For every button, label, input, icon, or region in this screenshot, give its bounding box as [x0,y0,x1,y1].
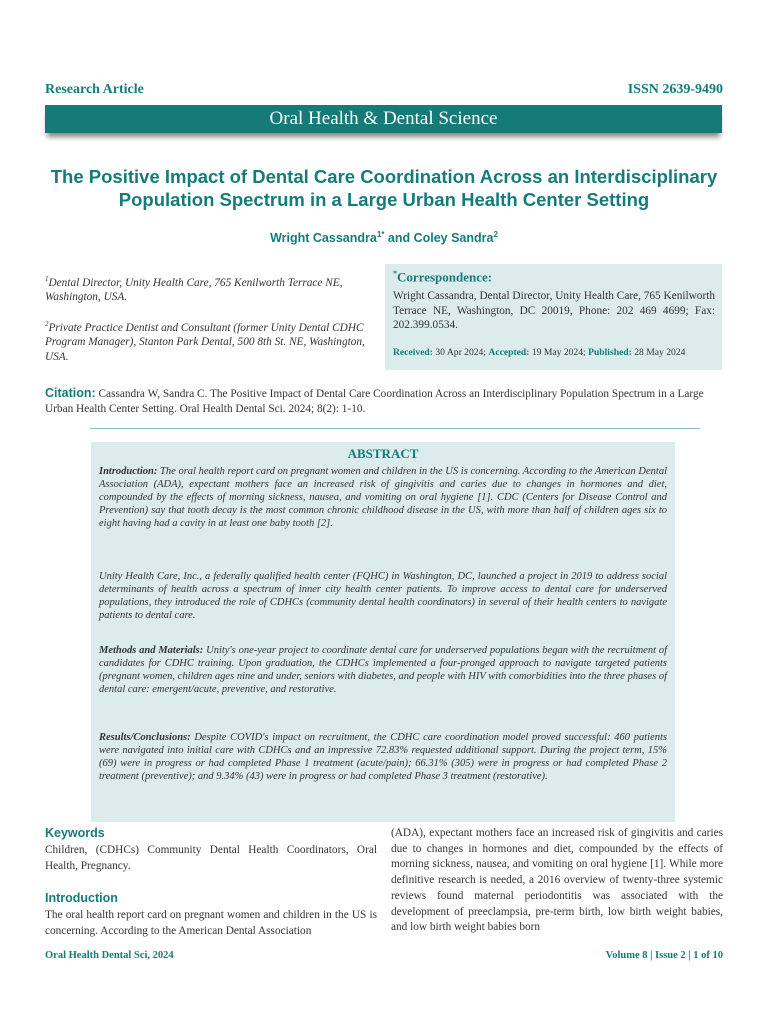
abstract-introduction: Introduction: The oral health report card on pregnant women and children in the US is concerning. According to the American Dental Association (ADA), expectant mothers face an increased risk of gingivitis and caries due to changes in hormones and diet, compounded by the effects of morning sickness, nausea, and vomiting on oral hygiene [1]. CDC (Centers for Disease Control and Prevention) say that tooth decay is the most common chronic childhood disease in the US, with more than half of children ages six to eight having had a cavity in at least one baby tooth [2]. [99,466,667,530]
author-1: Wright Cassandra [270,231,377,246]
citation-label: Citation: [45,386,96,400]
keywords-text: Children, (CDHCs) Community Dental Health Coordinators, Oral Health, Pregnancy. [45,844,377,872]
authors-and: and [384,231,414,246]
article-type: Research Article [45,82,144,97]
article-title: The Positive Impact of Dental Care Coordination Across an Interdisciplinary Population Spectrum in a Large Urban Health Center Setting [50,166,718,210]
issn: ISSN 2639-9490 [627,82,723,97]
publication-dates: Received: 30 Apr 2024; Accepted: 19 May 2024; Published: 28 May 2024 [393,347,686,358]
correspondence-text: Wright Cassandra, Dental Director, Unity Health Care, 765 Kenilworth Terrace NE, Washington, DC 20019, Phone: 202 469 4699; Fax: 202.399.0534. [393,290,715,331]
author-1-sup: 1* [376,230,385,239]
abstract-title: ABSTRACT [347,446,419,461]
abstract-box [91,442,675,822]
abstract-methods: Methods and Materials: Unity's one-year project to coordinate dental care for underserved populations began with the recruitment of candidates for CDHC training. Upon graduation, the CDHCs implemented a four-pronged approach to navigate targeted patients (pregnant women, children ages nine and under, seniors with diabetes, and people with HIV with comorbidities into the three phases of dental care: emergent/acute, preventive, and restorative. [99,645,667,696]
abstract-paragraph-2: Unity Health Care, Inc., a federally qualified health center (FQHC) in Washington, DC, launched a project in 2019 to address social determinants of health across a spectrum of inner city health center patients. To improve access to dental care for underserved populations, they introduced the role of CDHCs (community dental health coordinators) in several of their health centers to navigate patients to dental care. [99,571,667,622]
authors [0,230,768,245]
affiliation-2: $^2$Private Practice Dentist and Consultant (former Unity Dental CDHC Program Manager), Stanton Park Dental, 500 8th St. NE, Washington, USA. [45,320,365,363]
introduction-heading: Introduction [45,891,118,905]
author-2: Coley Sandra [413,231,494,246]
footer-journal: Oral Health Dental Sci, 2024 [45,950,174,961]
abstract-results: Results/Conclusions: Despite COVID's impact on recruitment, the CDHC care coordination model proved successful: 460 patients were navigated into initial care with CDHCs and an impressive 72.83% requested additional support. During the project term, 15% (69) were in progress or had completed Phase 1 treatment (acute/pain); 66.31% (305) were in progress or had completed Phase 2 treatment (preventive); and 9.34% (43) were in progress or had completed Phase 3 treatment (restorative). [99,732,667,783]
page-footer [45,950,723,961]
divider [90,428,700,429]
affiliation-1: $^1$Dental Director, Unity Health Care, 765 Kenilworth Terrace NE, Washington, USA. [45,275,343,304]
introduction-left-column: The oral health report card on pregnant women and children in the US is concerning. According to the American Dental Association [45,909,377,937]
footer-volume: Volume 8 | Issue 2 | 1 of 10 [605,950,723,961]
correspondence-box [385,264,722,370]
citation [45,386,725,417]
correspondence-label: *Correspondence: [393,269,493,285]
introduction-right-column: (ADA), expectant mothers face an increased risk of gingivitis and caries due to changes in hormones and diet, compounded by the effects of morning sickness, nausea, and vomiting on oral hygiene [1]. While more definitive research is needed, a 2016 overview of twenty-three systemic reviews found maternal periodontitis was associated with the development of preeclampsia, pre-term birth, low birth weight babies, and low birth weight babies born [391,827,723,934]
author-2-sup: 2 [493,230,498,239]
journal-banner [45,105,722,133]
top-header-row [45,82,723,98]
keywords-heading: Keywords [45,826,105,840]
journal-name: Oral Health & Dental Science [269,108,498,129]
citation-text: Cassandra W, Sandra C. The Positive Impact of Dental Care Coordination Across an Interdisciplinary Population Spectrum in a Large Urban Health Center Setting. Oral Health Dental Sci. 2024; 8(2): 1-10. [45,388,704,415]
